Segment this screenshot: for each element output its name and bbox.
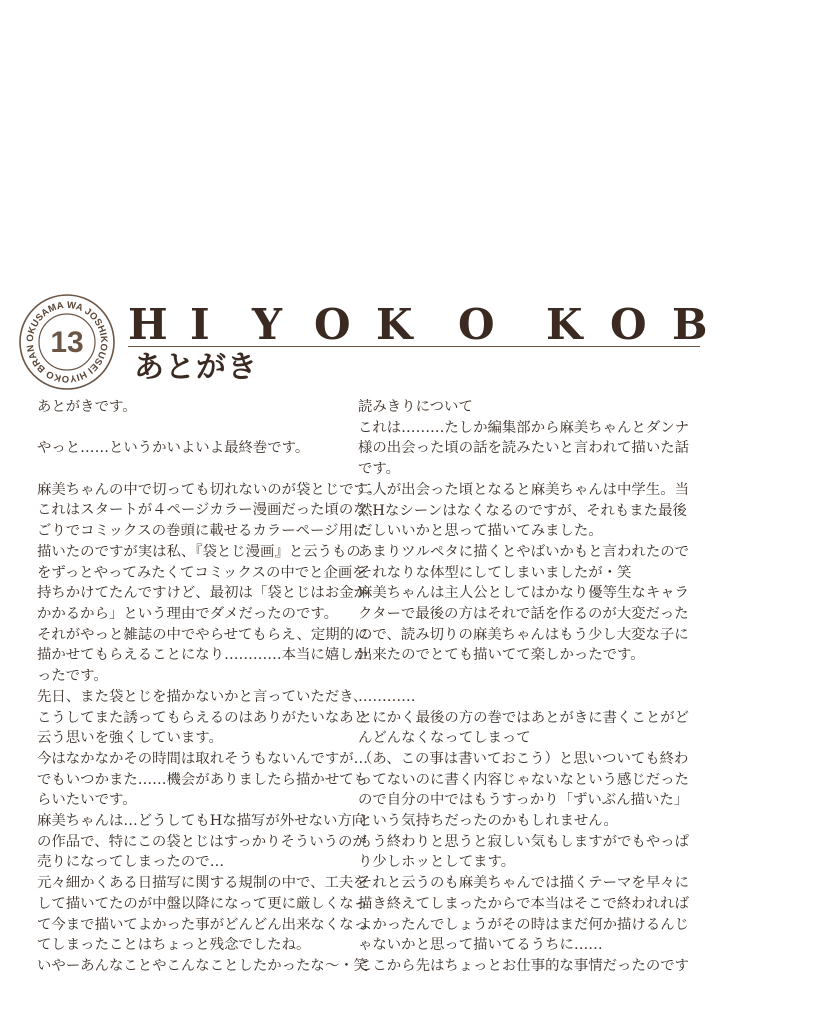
- author-letter: Y: [252, 300, 282, 349]
- text-line: 読みきりについて: [358, 399, 473, 415]
- text-line: （あ、この事は書いておこう）と思いついても終わ: [358, 750, 689, 767]
- text-line: 今はなかなかその時間は取れそうもないんですが…: [37, 750, 368, 767]
- text-line: これは………たしか編集部から麻美ちゃんとダンナ: [358, 419, 690, 436]
- text-line: クターで最後の方はそれで話を作るのが大変だった: [358, 606, 689, 623]
- text-line: あまりツルペタに描くとやばいかもと言われたので: [358, 543, 689, 560]
- text-line: いやーあんなことやこんなことしたかったな～・笑: [37, 957, 368, 974]
- text-line: …………: [358, 688, 416, 705]
- text-line: 出来たのでとても描いてて楽しかったです。: [358, 647, 645, 664]
- text-line: やっと……というかいよいよ最終巻です。: [37, 440, 310, 457]
- text-line: それと云うのも麻美ちゃんでは描くテーマを早々に: [358, 875, 689, 892]
- right-column: [358, 397, 690, 977]
- volume-badge-graphic: [18, 293, 116, 391]
- text-line: これはスタートが４ページカラー漫画だった頃のな: [37, 502, 368, 519]
- text-line: 持ちかけてたんですけど、最初は「袋とじはお金が: [37, 585, 368, 602]
- text-line: よかったんでしょうがその時はまだ何か描けるんじ: [358, 916, 689, 933]
- page-title: あとがき: [134, 350, 258, 385]
- text-line: です。: [358, 461, 401, 478]
- text-line: 然Hなシーンはなくなるのですが、それもまた最後: [358, 502, 687, 519]
- text-line: 麻美ちゃんは主人公としてはかなり優等生なキャラ: [358, 585, 689, 602]
- text-line: かかるから」という理由でダメだったのです。: [37, 606, 339, 622]
- text-line: ったです。: [37, 668, 108, 685]
- text-line: という気持ちだったのかもしれません。: [358, 813, 618, 830]
- text-line: 先日、また袋とじを描かないかと言っていただき、: [37, 688, 368, 705]
- text-line: ゃないかと思って描いてるうちに……: [358, 937, 603, 954]
- text-line: [37, 418, 353, 439]
- text-line: それなりな体型にしてしまいましたが・笑: [358, 564, 632, 581]
- text-line: 云う思いを強くしています。: [37, 730, 223, 747]
- author-letter: I: [190, 300, 210, 349]
- text-line: んどんなくなってしまって: [358, 730, 531, 747]
- text-line: 様の出会った頃の話を読みたいと言われて描いた話: [358, 440, 689, 457]
- text-line: とにかく最後の方の巻ではあとがきに書くことがど: [358, 709, 689, 726]
- author-letter: K: [376, 300, 413, 349]
- text-line: それがやっと雑誌の中でやらせてもらえ、定期的に: [37, 626, 369, 643]
- text-line: こうしてまた誘ってもらえるのはありがたいなあと: [37, 709, 368, 726]
- text-line: ってないのに書く内容じゃないなという感じだった: [358, 771, 689, 788]
- header-rule: [128, 346, 700, 347]
- text-line: もう終わりと思うと寂しい気もしますがでもやっぱ: [358, 833, 689, 850]
- text-line: ここから先はちょっとお仕事的な事情だったのです: [358, 957, 689, 974]
- text-line: ごりでコミックスの巻頭に載せるカラーページ用に: [37, 523, 368, 540]
- text-line: [358, 666, 674, 687]
- author-letter: H: [128, 300, 168, 349]
- text-line: 麻美ちゃんの中で切っても切れないのが袋とじです。: [37, 481, 382, 498]
- left-column: [37, 397, 382, 977]
- author-letter: B: [672, 300, 708, 349]
- text-line: の作品で、特にこの袋とじはすっかりそういうのが: [37, 833, 367, 850]
- text-line: をずっとやってみたくてコミックスの中でと企画を: [37, 564, 367, 581]
- text-line: 二人が出会った頃となると麻美ちゃんは中学生。当: [358, 481, 689, 498]
- text-line: 売りになってしまったので…: [37, 854, 225, 871]
- author-name: [128, 300, 828, 349]
- text-line: 麻美ちゃんは…どうしてもHな描写が外せない方向: [37, 813, 367, 830]
- text-line: 元々細かくある日描写に関する規制の中で、工夫を: [37, 875, 368, 892]
- text-line: り少しホッとしてます。: [358, 854, 516, 871]
- author-letter: O: [314, 300, 351, 349]
- text-line: てしまったことはちょっと残念でしたね。: [37, 937, 311, 954]
- text-line: 描いたのですが実は私、『袋とじ漫画』と云うもの: [37, 543, 361, 560]
- text-line: でもいつかまた……機会がありましたら描かせても: [37, 771, 368, 788]
- text-line: ので、読み切りの麻美ちゃんはもう少し大変な子に: [358, 626, 689, 643]
- text-line: だしいいかと思って描いてみました。: [358, 523, 603, 540]
- text-line: して描いてたのが中盤以降になって更に厳しくなっ: [37, 895, 368, 912]
- text-line: 描かせてもらえることになり…………本当に嬉しか: [37, 647, 368, 664]
- author-letter: O: [610, 300, 647, 349]
- badge-ring-text: OKUSAMA WA JOSHIKOUSEI HIYOKO BRAN: [24, 299, 110, 385]
- volume-badge: [18, 293, 116, 391]
- text-line: あとがきです。: [37, 399, 137, 415]
- author-letter: K: [546, 300, 583, 349]
- author-letter: O: [458, 300, 495, 349]
- text-line: ので自分の中ではもうすっかり「ずいぶん描いた」: [358, 792, 689, 809]
- text-line: らいたいです。: [37, 792, 137, 809]
- volume-number: 13: [50, 326, 84, 359]
- text-line: [37, 459, 353, 480]
- text-line: て今まで描いてよかった事がどんどん出来なくなっ: [37, 916, 368, 933]
- text-line: 描き終えてしまったからで本当はそこで終われれば: [358, 895, 689, 912]
